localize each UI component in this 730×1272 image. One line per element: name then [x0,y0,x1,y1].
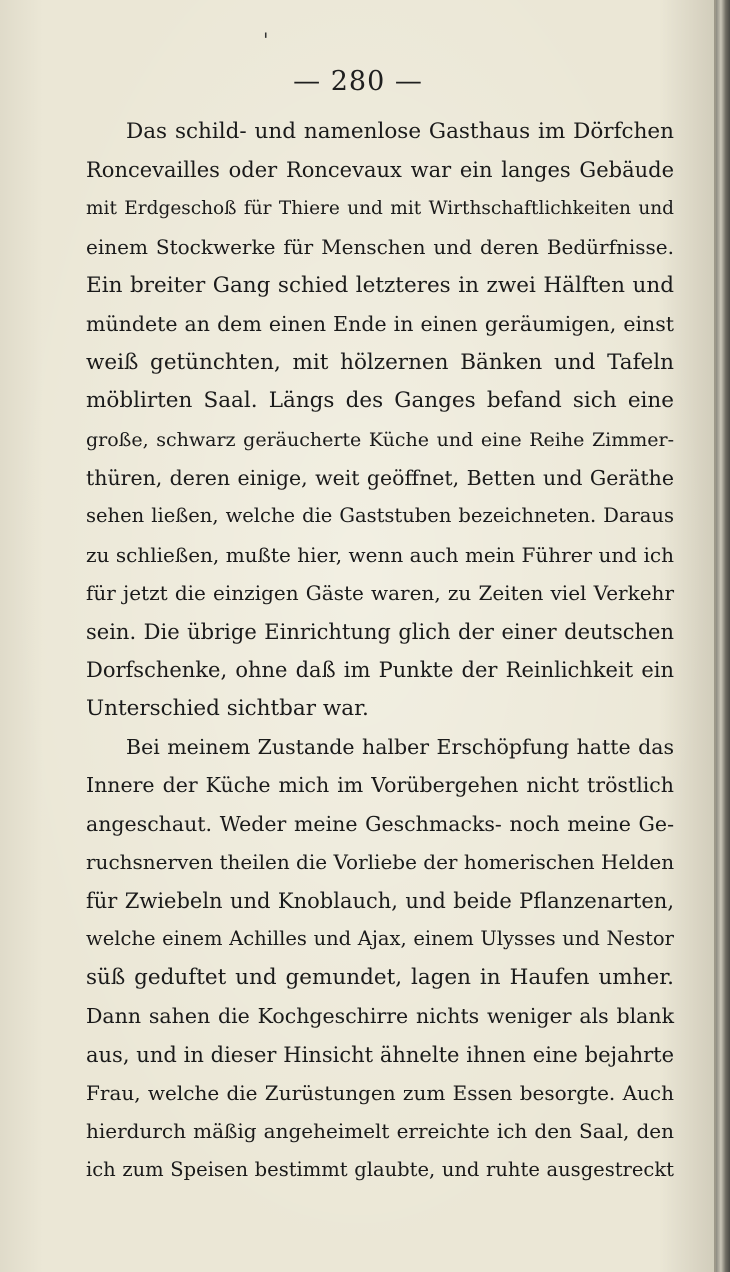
text-line: Roncevailles oder Roncevaux war ein langes Gebäude [86,158,674,183]
page-number: — 280 — [293,66,423,97]
body-text [86,113,674,1189]
text-line: zu schließen, mußte hier, wenn auch mein Führer und ich [86,542,674,567]
text-line: mit Erdgeschoß für Thiere und mit Wirthschaftlichkeiten und [86,197,674,219]
text-line: Frau, welche die Zurüstungen zum Essen besorgte. Auch [86,1080,674,1105]
text-line: hierdurch mäßig angeheimelt erreichte ich den Saal, den [86,1119,674,1144]
text-line: süß geduftet und gemundet, lagen in Haufen umher. [86,964,674,990]
text-line: Dann sahen die Kochgeschirre nichts weniger als blank [86,1004,674,1029]
text-line: thüren, deren einige, weit geöffnet, Betten und Geräthe [86,465,674,490]
book-spine-edge [716,0,730,1272]
text-line: angeschaut. Weder meine Geschmacks- noch meine Ge- [86,811,674,836]
text-line: Unterschied sichtbar war. [86,695,369,721]
text-line: möblirten Saal. Längs des Ganges befand sich eine [86,388,674,414]
text-line: welche einem Achilles und Ajax, einem Ulysses und Nestor [86,927,674,951]
printer-mark: ' [263,28,269,52]
text-line: Innere der Küche mich im Vorübergehen nicht tröstlich [86,773,674,798]
text-line: Dorfschenke, ohne daß im Punkte der Reinlichkeit ein [86,658,674,683]
text-line: ruchsnerven theilen die Vorliebe der homerischen Helden [86,850,675,875]
text-line: Ein breiter Gang schied letzteres in zwei Hälften und [86,272,674,298]
text-line: sehen ließen, welche die Gaststuben bezeichneten. Daraus [86,504,674,528]
text-line: ich zum Speisen bestimmt glaubte, und ruhte ausgestreckt [86,1157,674,1181]
text-line: für jetzt die einzigen Gäste waren, zu Zeiten viel Verkehr [86,581,674,606]
text-line: mündete an dem einen Ende in einen geräumigen, einst [86,312,674,337]
text-line: sein. Die übrige Einrichtung glich der einer deutschen [86,619,674,644]
text-line: Das schild- und namenlose Gasthaus im Dörfchen [126,119,674,144]
text-line: für Zwiebeln und Knoblauch, und beide Pflanzenarten, [86,888,674,913]
text-line: weiß getünchten, mit hölzernen Bänken und Tafeln [86,349,674,375]
text-line: einem Stockwerke für Menschen und deren Bedürfnisse. [86,235,674,260]
text-line: große, schwarz geräucherte Küche und eine Reihe Zimmer- [86,428,674,451]
text-line: Bei meinem Zustande halber Erschöpfung hatte das [126,735,674,759]
text-line: aus, und in dieser Hinsicht ähnelte ihnen eine bejahrte [86,1042,674,1067]
